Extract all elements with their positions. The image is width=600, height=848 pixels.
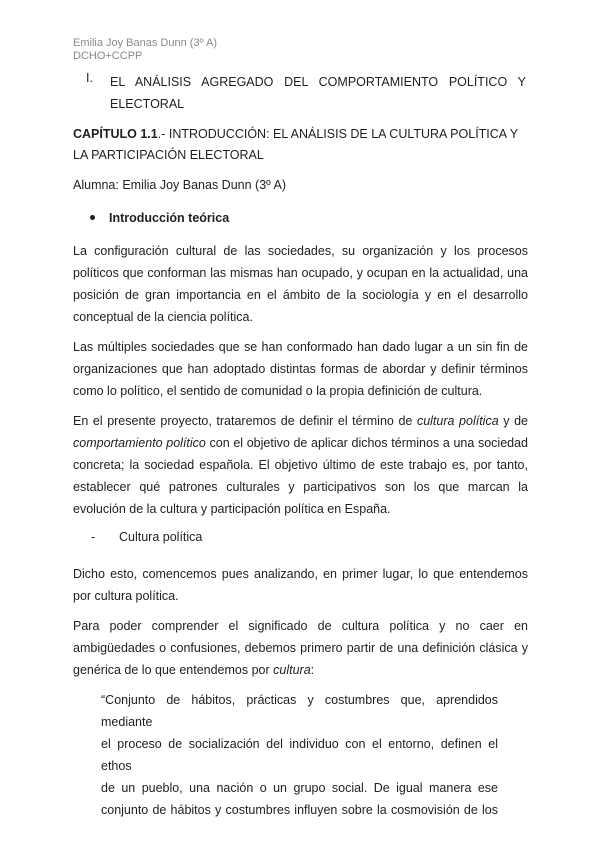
header-author: Emilia Joy Banas Dunn (3º A) — [73, 37, 218, 49]
header-degree: DCHO+CCPP — [73, 50, 143, 62]
bullet-dot-icon — [90, 215, 95, 220]
paragraph-5-italic: cultura — [273, 663, 311, 677]
paragraph-4: Dicho esto, comencemos pues analizando, en primer lugar, lo que entendemos por cultura política. — [73, 567, 528, 603]
dash-item-label: Cultura política — [119, 530, 203, 544]
chapter-label: CAPÍTULO 1.1 — [73, 127, 158, 141]
paragraph-2: Las múltiples sociedades que se han conformado han dado lugar a un sin fin de organizaciones que han adoptado distintas formas de abordar y definir términos como lo político, el sentido de comunidad o la propia definición de cultura. — [73, 340, 528, 398]
section-title-line1: EL ANÁLISIS AGREGADO DEL COMPORTAMIENTO POLÍTICO Y — [110, 75, 526, 89]
paragraph-3-italic-1: cultura política — [416, 414, 499, 428]
chapter-title: .- INTRODUCCIÓN: EL ANÁLISIS DE LA CULTURA POLÍTICA Y LA PARTICIPACIÓN ELECTORAL — [73, 127, 518, 162]
bullet-heading-text: Introducción teórica — [109, 211, 230, 225]
paragraph-3 — [73, 410, 528, 520]
section-title — [110, 71, 526, 115]
paragraph-5 — [73, 615, 528, 681]
paragraph-5-part-a: Para poder comprender el significado de cultura política y no caer en ambigüedades o confusiones, debemos primero partir de una definición clásica y genérica de lo que entendemos por — [73, 619, 528, 677]
quote-line-4: conjunto de hábitos y costumbres influyen sobre la cosmovisión de los — [101, 803, 498, 817]
paragraph-3-part-b: y de — [498, 414, 528, 428]
dash-marker: - — [91, 530, 96, 544]
dash-list-item — [91, 530, 202, 544]
paragraph-1: La configuración cultural de las sociedades, su organización y los procesos políticos que conforman las mismas han ocupado, y ocupan en la actualidad, una posición de gran importancia en el ámbito de la sociología y en el desarrollo conceptual de la ciencia política. — [73, 244, 528, 324]
block-quote — [101, 689, 498, 821]
student-name: Alumna: Emilia Joy Banas Dunn (3º A) — [73, 178, 286, 192]
paragraph-3-part-a: En el presente proyecto, trataremos de definir el término de — [73, 414, 417, 428]
quote-line-3: de un pueblo, una nación o un grupo social. De igual manera ese — [101, 781, 498, 795]
paragraph-3-italic-2: comportamiento político — [73, 436, 206, 450]
chapter-heading — [73, 124, 528, 166]
section-title-line2: ELECTORAL — [110, 97, 185, 111]
paragraph-3-part-c: con el objetivo de aplicar dichos términos a una sociedad concreta; la sociedad española. El objetivo último de este trabajo es, por tanto, establecer qué patrones culturales y participativos son los que marcan la evolución de la cultura y participación política en España. — [73, 436, 528, 516]
quote-line-2: el proceso de socialización del individuo con el entorno, definen el ethos — [101, 737, 498, 773]
bullet-heading — [90, 211, 229, 225]
paragraph-5-part-b: : — [310, 663, 315, 677]
section-number: I. — [86, 71, 93, 85]
quote-line-1: “Conjunto de hábitos, prácticas y costumbres que, aprendidos mediante — [101, 693, 498, 729]
